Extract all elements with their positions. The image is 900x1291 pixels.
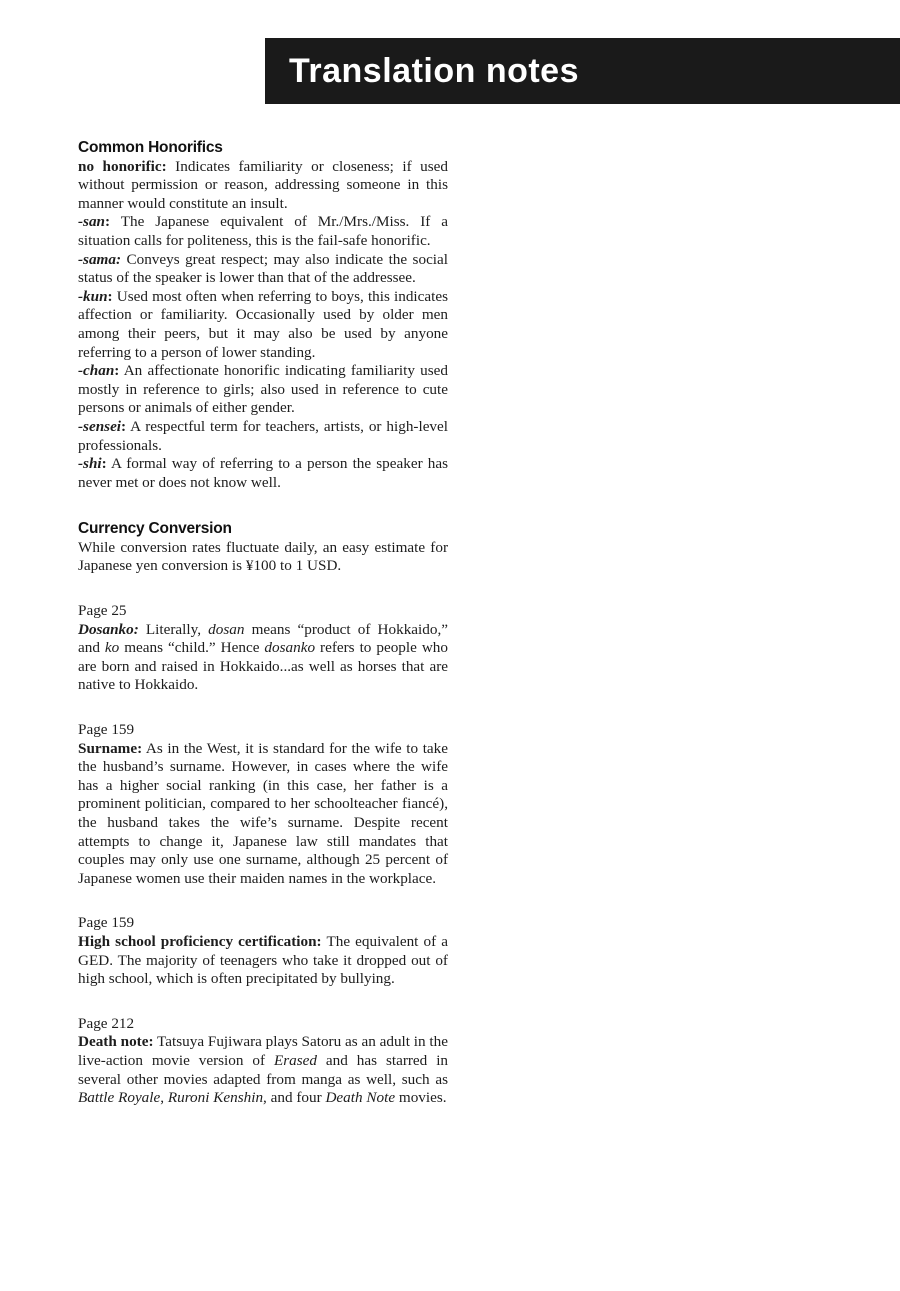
page-label: Page 159 [78, 914, 135, 932]
note-paragraph: -sensei: A respectful term for teachers, artists, or high-level professionals. [78, 417, 448, 454]
notes-column [78, 139, 448, 1108]
page-note-212-death-note [78, 1015, 448, 1108]
page-label: Page 212 [78, 1014, 135, 1032]
section-common-honorifics [78, 139, 448, 492]
section-currency-conversion [78, 520, 448, 576]
page-label: Page 159 [78, 721, 135, 739]
note-paragraph: -chan: An affectionate honorific indicating familiarity used mostly in reference to girls; also used in reference to cute persons or animals of either gender. [78, 362, 448, 417]
page-note-25 [78, 602, 448, 695]
section-heading: Common Honorifics [78, 139, 223, 156]
note-paragraph: -san: The Japanese equivalent of Mr./Mrs./Miss. If a situation calls for politeness, this is the fail-safe honorific. [78, 213, 448, 249]
page-note-159-surname [78, 721, 448, 888]
page-title: Translation notes [289, 51, 579, 90]
note-paragraph: High school proficiency certification: The equivalent of a GED. The majority of teenagers who take it dropped out of high school, which is often precipitated by bullying. [78, 932, 448, 988]
translation-notes-banner [265, 38, 900, 104]
note-paragraph: -shi: A formal way of referring to a person the speaker has never met or does not know well. [78, 455, 448, 491]
note-paragraph: Death note: Tatsuya Fujiwara plays Satoru as an adult in the live-action movie version of Erased and has starred in several other movies adapted from manga as well, such as Battle Royale, Ruroni Kenshin, and four Death Note movies. [78, 1033, 449, 1107]
section-heading: Currency Conversion [78, 520, 232, 538]
note-paragraph: -kun: Used most often when referring to boys, this indicates affection or familiarity. Occasionally used by older men among their peers, but it may also be used by anyone referring to a person of lower standing. [78, 287, 448, 361]
note-paragraph: While conversion rates fluctuate daily, an easy estimate for Japanese yen conversion is ¥100 to 1 USD. [78, 538, 448, 575]
page-label: Page 25 [78, 602, 127, 620]
note-paragraph: Dosanko: Literally, dosan means “product of Hokkaido,” and ko means “child.” Hence dosanko refers to people who are born and raised in Hokkaido...as well as horses that are native to Hokkaido. [78, 620, 448, 694]
note-paragraph: -sama: Conveys great respect; may also indicate the social status of the speaker is lower than that of the addressee. [78, 250, 448, 287]
page-note-159-certification [78, 914, 448, 988]
note-paragraph: no honorific: Indicates familiarity or closeness; if used without permission or reason, addressing someone in this manner would constitute an insult. [78, 157, 448, 212]
note-paragraph: Surname: As in the West, it is standard for the wife to take the husband’s surname. However, in cases where the wife has a higher social ranking (in this case, her father is a prominent politician, compared to her schoolteacher fiancé), the husband takes the wife’s surname. Despite recent attempts to change it, Japanese law still mandates that couples may only use one surname, although 25 percent of Japanese women use their maiden names in the workplace. [78, 739, 448, 887]
